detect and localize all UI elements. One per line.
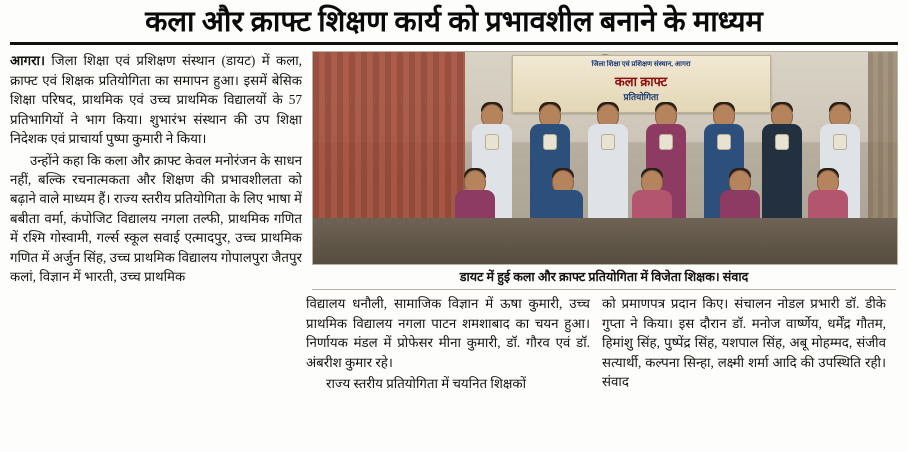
banner-line-3: प्रतियोगिता (623, 92, 659, 103)
page-title: कला और क्राफ्ट शिक्षण कार्य को प्रभावशील बनाने के माध्यम (145, 6, 763, 38)
dateline: आगरा। (10, 53, 45, 69)
article-column-2 (306, 294, 590, 395)
group-photo (312, 51, 898, 265)
photo-caption-credit: संवाद (719, 270, 749, 285)
headline-section (10, 6, 898, 45)
article-paragraph-1 (10, 51, 302, 148)
article-column-2-paragraph-1: विद्यालय धनौली, सामाजिक विज्ञान में ऊषा कुमारी, उच्च प्राथमिक विद्यालय नगला पाटन शमशाबाद का चयन हुआ। निर्णायक मंडल में प्रोफेसर मीना कुमारी, डॉ. गौरव एवं डॉ. अंबरीश कुमार रहे। (306, 296, 590, 370)
article-column-1-continued (10, 296, 294, 395)
lower-section (10, 294, 898, 395)
photo-caption-text: डायट में हुई कला और क्राफ्ट प्रतियोगिता में विजेता शिक्षक। (459, 270, 720, 285)
photo-floor (313, 218, 897, 265)
article-column-3-paragraph-1: को प्रमाणपत्र प्रदान किए। संचालन नोडल प्रभारी डॉ. डीके गुप्ता ने किया। इस दौरान डॉ. मनोज वार्ष्णेय, धर्मेंद्र गौतम, हिमांशु सिंह, पुष्पेंद्र सिंह, यशपाल सिंह, अबू मोहम्मद, संजीव सत्यार्थी, कल्पना सिन्हा, लक्ष्मी शर्मा आदि की उपस्थिति रही। संवाद (602, 296, 886, 390)
article-column-2-paragraph-2: राज्य स्तरीय प्रतियोगिता में चयनित शिक्षकों (326, 376, 527, 392)
banner-line-2: कला क्राफ्ट (614, 74, 668, 90)
photo-caption (312, 265, 896, 290)
banner-line-1: जिला शिक्षा एवं प्रशिक्षण संस्थान, आगरा (591, 60, 691, 69)
article-column-3 (602, 294, 886, 395)
upper-section (10, 51, 898, 290)
article-paragraph-1-text: जिला शिक्षा एवं प्रशिक्षण संस्थान (डायट) में कला, क्राफ्ट एवं शिक्षक प्रतियोगिता का समापन हुआ। इसमें बेसिक शिक्षा परिषद, प्राथमिक एवं उच्च प्राथमिक विद्यालयों के 57 प्रतिभागियों ने भाग किया। शुभारंभ संस्थान की उप शिक्षा निदेशक एवं प्राचार्या पुष्पा कुमारी ने किया। (10, 53, 302, 147)
article-column-1 (10, 51, 302, 288)
photo-block (312, 51, 896, 290)
article-paragraph-2: उन्होंने कहा कि कला और क्राफ्ट केवल मनोरंजन के साधन नहीं, बल्कि रचनात्मकता और शिक्षण की प्रभावशीलता को बढ़ाने वाले माध्यम हैं। राज्य स्तरीय प्रतियोगिता के लिए भाषा में बबीता वर्मा, कंपोजिट विद्यालय नगला तल्फी, प्राथमिक गणित में रश्मि गोस्वामी, गर्ल्स स्कूल सवाई एत्मादपुर, उच्च प्राथमिक गणित में अर्जुन सिंह, उच्च प्राथमिक विद्यालय गोपालपुरा जैतपुर कलां, विज्ञान में भारती, उच्च प्राथमिक (10, 152, 302, 284)
